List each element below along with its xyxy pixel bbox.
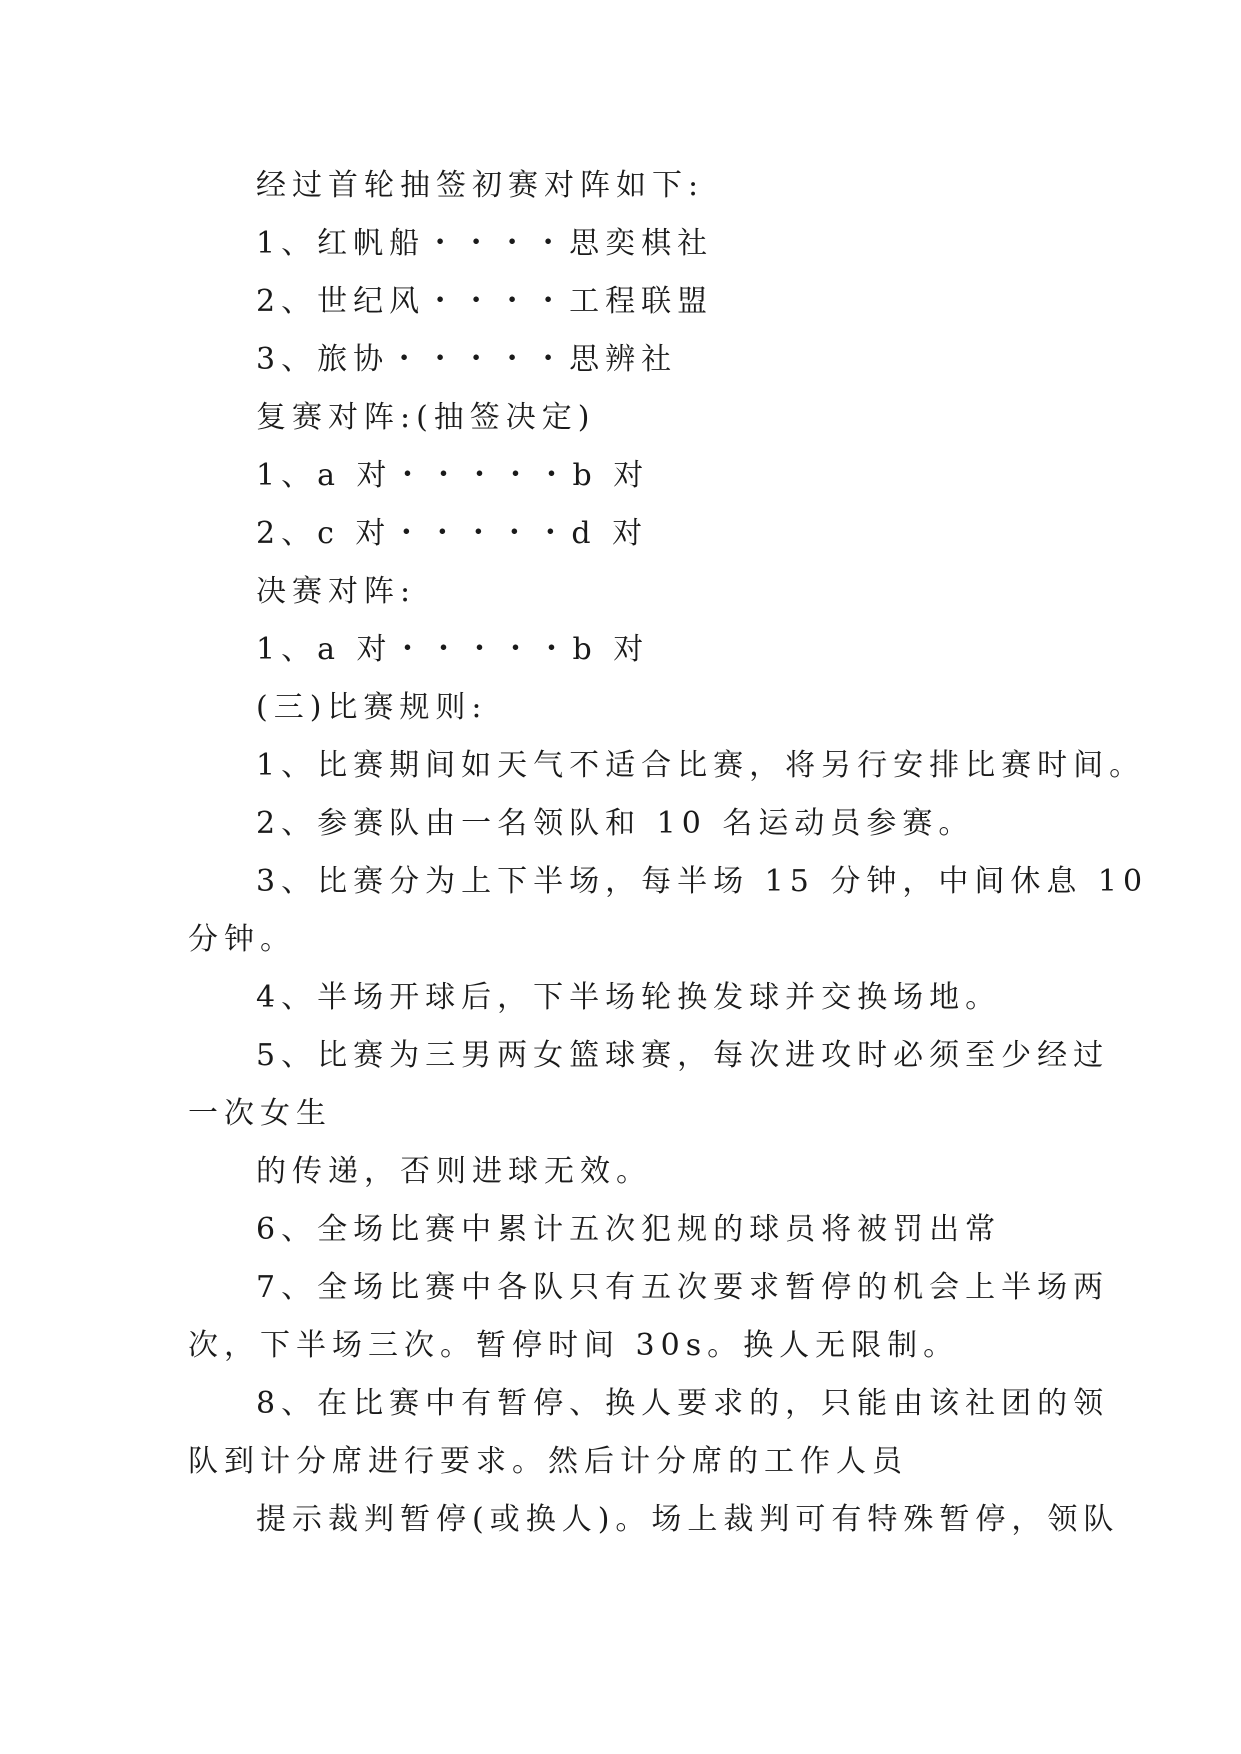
text-line-semifinal-heading: 复赛对阵:(抽签决定) (256, 400, 596, 435)
text-line-rule-8: 8、在比赛中有暂停、换人要求的，只能由该社团的领 (256, 1386, 1110, 1421)
text-line-final-heading: 决赛对阵: (256, 574, 417, 609)
text-line-rule-2: 2、参赛队由一名领队和 10 名运动员参赛。 (256, 806, 975, 841)
text-line-rule-4: 4、半场开球后，下半场轮换发球并交换场地。 (256, 980, 1002, 1015)
text-line-rule-5-cont: 一次女生 (188, 1096, 332, 1131)
text-line-semifinal-2: 2、c 对・・・・・d 对 (256, 516, 649, 551)
text-line-semifinal-1: 1、a 对・・・・・b 对 (256, 458, 650, 493)
text-line-rule-5: 5、比赛为三男两女篮球赛，每次进攻时必须至少经过 (256, 1038, 1110, 1073)
text-line-rules-heading: (三)比赛规则: (256, 690, 488, 725)
text-line-rule-3-cont: 分钟。 (188, 922, 296, 957)
text-line-match-2: 2、世纪风・・・・工程联盟 (256, 284, 714, 319)
text-line-rule-7-cont: 次，下半场三次。暂停时间 30s。换人无限制。 (188, 1328, 960, 1363)
text-line-rule-5-cont-2: 的传递，否则进球无效。 (256, 1154, 652, 1189)
text-line-rule-6: 6、全场比赛中累计五次犯规的球员将被罚出常 (256, 1212, 1002, 1247)
text-line-match-1: 1、红帆船・・・・思奕棋社 (256, 226, 714, 261)
text-line-final-1: 1、a 对・・・・・b 对 (256, 632, 650, 667)
text-line-rule-8-cont-2: 提示裁判暂停(或换人)。场上裁判可有特殊暂停，领队 (256, 1502, 1120, 1537)
text-line-intro: 经过首轮抽签初赛对阵如下: (256, 168, 705, 203)
text-line-rule-8-cont: 队到计分席进行要求。然后计分席的工作人员 (188, 1444, 908, 1479)
text-line-match-3: 3、旅协・・・・・思辨社 (256, 342, 678, 377)
text-line-rule-3: 3、比赛分为上下半场，每半场 15 分钟，中间休息 10 (256, 864, 1149, 899)
text-line-rule-1: 1、比赛期间如天气不适合比赛，将另行安排比赛时间。 (256, 748, 1146, 783)
text-line-rule-7: 7、全场比赛中各队只有五次要求暂停的机会上半场两 (256, 1270, 1110, 1305)
